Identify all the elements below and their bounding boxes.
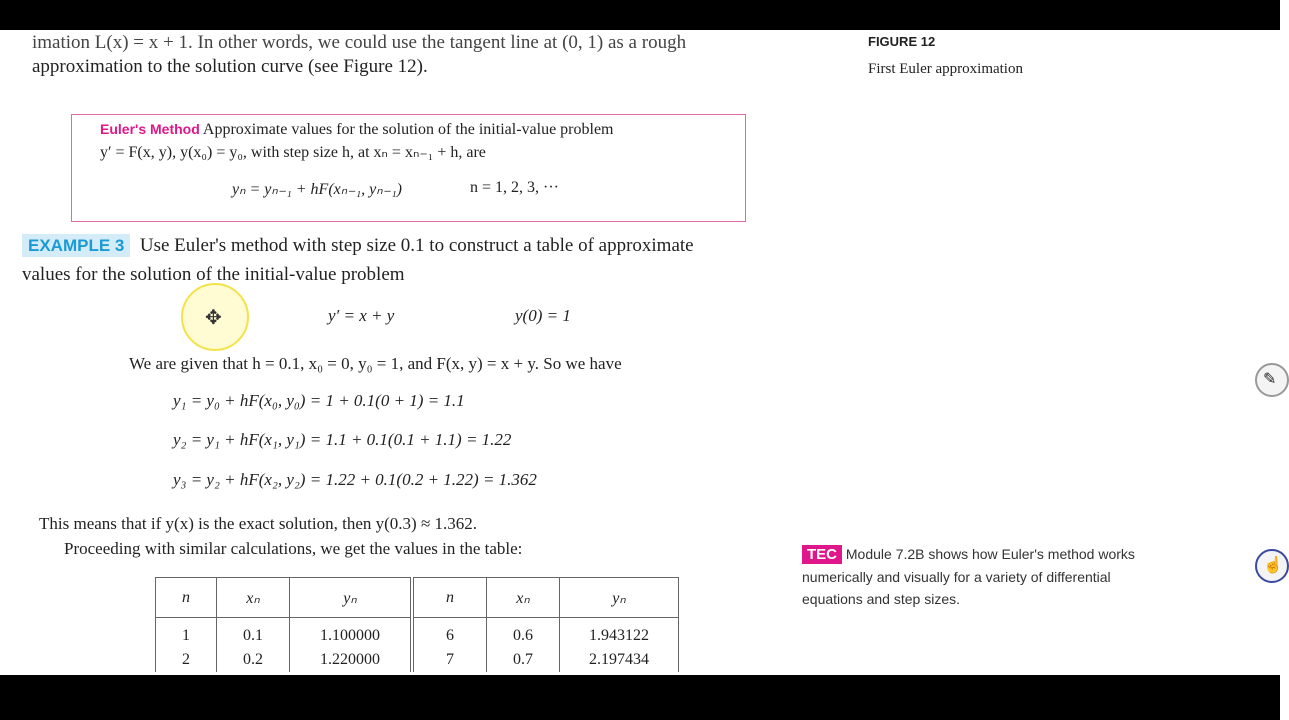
step-1: y₁ = y₀ + hF(x₀, y₀) = 1 + 0.1(0 + 1) = 1.1 [173, 391, 465, 410]
euler-formula: yₙ = yₙ₋₁ + hF(xₙ₋₁, yₙ₋₁) [232, 181, 402, 198]
cursor-highlight [181, 283, 249, 351]
cut-off-text: imation L(x) = x + 1. In other words, we could use the tangent line at (0, 1) as a rough [32, 32, 687, 53]
step-2: y₂ = y₁ + hF(x₁, y₁) = 1.1 + 0.1(0.1 + 1.1) = 1.22 [173, 430, 512, 449]
cell: 6 [412, 618, 487, 649]
cell: 0.2 [217, 648, 290, 672]
euler-line1: Approximate values for the solution of the initial-value problem [202, 121, 614, 138]
cell: 0.1 [217, 618, 290, 649]
header-xn: xₙ [487, 578, 560, 618]
header-n: n [412, 578, 487, 618]
cell: 1 [156, 618, 217, 649]
move-cursor-icon: ✥ [205, 307, 222, 329]
cell: 0.6 [487, 618, 560, 649]
given-text: We are given that h = 0.1, x₀ = 0, y₀ = 1, and F(x, y) = x + y. So we have [129, 354, 622, 373]
cell: 1.220000 [290, 648, 413, 672]
cell: 1.100000 [290, 618, 413, 649]
cell: 1.943122 [560, 618, 679, 649]
tec-text: Module 7.2B shows how Euler's method works numerically and visually for a variety of differential equations and step sizes. [802, 546, 1135, 607]
euler-range: n = 1, 2, 3, ··· [470, 179, 560, 196]
header-yn: yₙ [290, 578, 413, 618]
euler-values-table [155, 577, 679, 672]
header-yn: yₙ [560, 578, 679, 618]
cell: 2 [156, 648, 217, 672]
table-row [156, 648, 679, 672]
example-label: EXAMPLE 3 [22, 234, 130, 257]
initial-condition: y(0) = 1 [515, 306, 571, 325]
euler-method-title: Euler's Method [100, 121, 200, 137]
hand-tool-icon[interactable]: ☝ [1255, 549, 1289, 583]
step-3: y₃ = y₂ + hF(x₂, y₂) = 1.22 + 0.1(0.2 + 1.22) = 1.362 [173, 470, 537, 489]
bottom-black-bar [0, 675, 1280, 720]
pen-tool-icon[interactable]: ✎ [1255, 363, 1289, 397]
tec-badge: TEC [802, 545, 842, 564]
header-xn: xₙ [217, 578, 290, 618]
table-row [156, 618, 679, 649]
cell: 7 [412, 648, 487, 672]
tec-note [802, 543, 1162, 610]
table-header-row [156, 578, 679, 618]
cell: 2.197434 [560, 648, 679, 672]
cell: 0.7 [487, 648, 560, 672]
figure-caption: First Euler approximation [868, 61, 1023, 77]
example-line2: values for the solution of the initial-value problem [22, 264, 405, 285]
proceed-text: Proceeding with similar calculations, we get the values in the table: [64, 539, 523, 558]
ode-equation: y′ = x + y [328, 306, 395, 325]
example-line1: Use Euler's method with step size 0.1 to construct a table of approximate [139, 235, 694, 256]
euler-method-box [71, 114, 746, 222]
conclusion-text: This means that if y(x) is the exact solution, then y(0.3) ≈ 1.362. [39, 514, 478, 533]
figure-label: FIGURE 12 [868, 34, 936, 49]
header-n: n [156, 578, 217, 618]
intro-text: approximation to the solution curve (see Figure 12). [32, 56, 428, 77]
top-black-bar [0, 0, 1280, 30]
euler-line2: y′ = F(x, y), y(x₀) = y₀, with step size h, at xₙ = xₙ₋₁ + h, are [100, 144, 486, 161]
